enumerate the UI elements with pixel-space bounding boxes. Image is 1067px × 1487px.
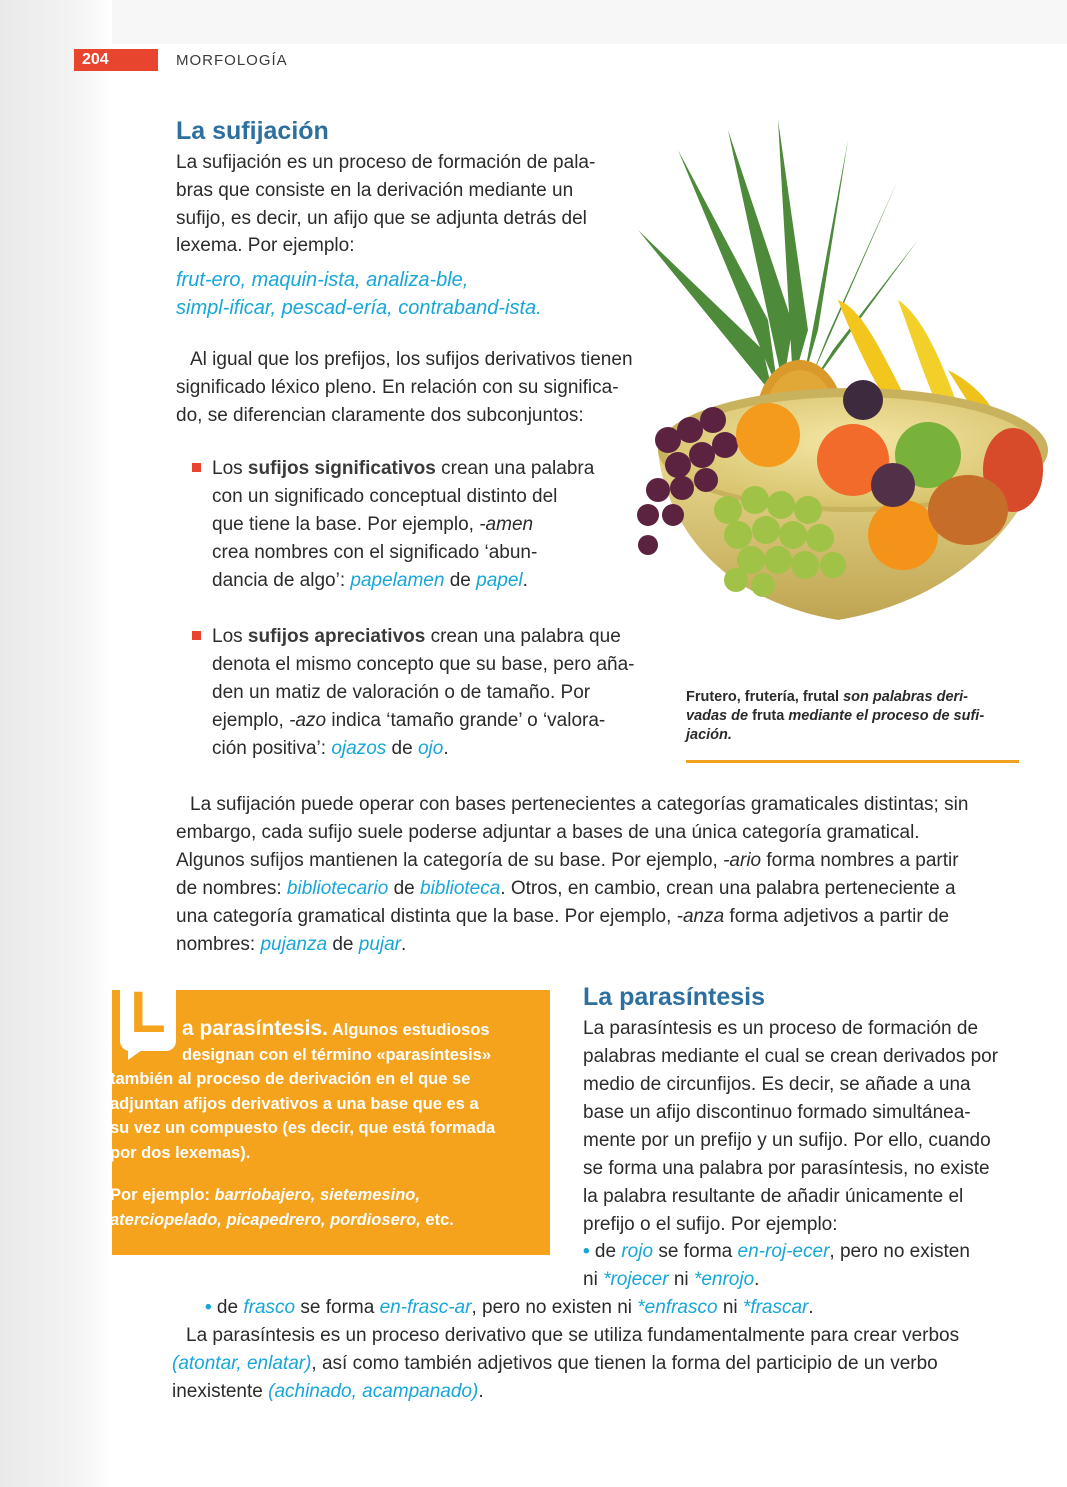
example-word: ojazos [331,738,387,759]
intro-line: bras que consiste en la derivación mediante un [176,180,574,201]
term-sufijos-significativos: sufijos significativos [247,458,436,479]
bullet-line: crea nombres con el significado ‘abun- [212,542,538,563]
note-box-text: a parasíntesis. Algunos estudiosos designan con el término «parasíntesis» también al proceso de derivación en el que se adjuntan afijos derivativos a una base que es a su vez un compuesto (es decir, que está formada por dos lexemas). [110,1017,496,1162]
para2-line: significado léxico pleno. En relación con su significa- [176,377,619,398]
fruit-bowl-image [618,120,1067,660]
bullet-square-icon [192,631,201,640]
caption-rule [686,760,1019,763]
page-top-strip [0,0,1067,44]
para3-line: una categoría gramatical distinta que la base. Por ejemplo, -anza forma adjetivos a partir de [176,906,950,927]
fruit-bowl-illustration [618,120,1067,660]
note-box-examples: Por ejemplo: barriobajero, sietemesino, aterciopelado, picapedrero, pordiosero, etc. [110,1186,454,1229]
image-caption: Frutero, frutería, frutal son palabras deri- vadas de fruta mediante el proceso de sufi- jación. [686,689,985,743]
para3-line: embargo, cada sufijo suele poderse adjuntar a bases de una única categoría gramatical. [176,822,920,843]
bullet-line: que tiene la base. Por ejemplo, -amen [212,514,534,535]
para2-line: do, se diferencian claramente dos subconjuntos: [176,405,584,426]
bullet-line: Los sufijos apreciativos crean una palabra que [212,626,621,647]
example-word: papelamen [350,570,445,591]
para3-line: nombres: pujanza de pujar. [176,934,407,955]
parasintesis-line: mente por un prefijo y un sufijo. Por ello, cuando [583,1130,991,1151]
bullet-square-icon [192,463,201,472]
bullet-line: ejemplo, -azo indica ‘tamaño grande’ o ‘valora- [212,710,606,731]
term-sufijos-apreciativos: sufijos apreciativos [247,626,426,647]
parasintesis-final-line: La parasíntesis es un proceso derivativo que se utiliza fundamentalmente para crear verbos [186,1325,960,1346]
parasintesis-line: prefijo o el sufijo. Por ejemplo: [583,1214,838,1235]
parasintesis-line: medio de circunfijos. Es decir, se añade a una [583,1074,971,1095]
bullet-line: den un matiz de valoración o de tamaño. Por [212,682,591,703]
bullet-line: con un significado conceptual distinto del [212,486,558,507]
parasintesis-example-1: • de rojo se forma en-roj-ecer, pero no existen [583,1241,970,1262]
parasintesis-line: la palabra resultante de añadir únicamente el [583,1186,964,1207]
parasintesis-example-1-cont: ni *rojecer ni *enrojo. [583,1269,760,1290]
running-head: MORFOLOGÍA [176,52,288,69]
section-title-sufijacion: La sufijación [176,117,329,145]
page-gutter-shade [0,0,112,1487]
bullet-line: ción positiva’: ojazos de ojo. [212,738,449,759]
examples-line: frut-ero, maquin-ista, analiza-ble, [176,269,469,291]
parasintesis-line: palabras mediante el cual se crean derivados por [583,1046,999,1067]
parasintesis-line: se forma una palabra por parasíntesis, no existe [583,1158,990,1179]
example-word: papel [476,570,523,591]
dropcap-badge: L [120,977,176,1051]
parasintesis-line: base un afijo discontinuo formado simultánea- [583,1102,971,1123]
intro-line: sufijo, es decir, un afijo que se adjunta detrás del [176,208,587,229]
examples-line: simpl-ificar, pescad-ería, contraband-ista. [176,297,542,319]
para3-line: Algunos sufijos mantienen la categoría de su base. Por ejemplo, -ario forma nombres a partir [176,850,959,871]
parasintesis-example-2: • de frasco se forma en-frasc-ar, pero no existen ni *enfrasco ni *frascar. [205,1297,814,1318]
parasintesis-final-line: (atontar, enlatar), así como también adjetivos que tienen la forma del participio de un verbo [172,1353,938,1374]
intro-line: lexema. Por ejemplo: [176,235,355,256]
parasintesis-final-line: inexistente (achinado, acampanado). [172,1381,484,1402]
parasintesis-line: La parasíntesis es un proceso de formación de [583,1018,979,1039]
bullet-line: dancia de algo’: papelamen de papel. [212,570,528,591]
suffix-examples [176,266,542,322]
example-word: ojo [417,738,444,759]
page-number: 204 [74,49,158,71]
suffix-amen: -amen [479,514,534,535]
intro-line: La sufijación es un proceso de formación de pala- [176,152,596,173]
para3-line: La sufijación puede operar con bases pertenecientes a categorías gramaticales distintas; sin [190,794,969,815]
suffix-azo: -azo [289,710,327,731]
bullet-line: Los sufijos significativos crean una palabra [212,458,595,479]
bullet-line: denota el mismo concepto que su base, pero aña- [212,654,635,675]
para3-line: de nombres: bibliotecario de biblioteca. Otros, en cambio, crean una palabra perteneciente a [176,878,956,899]
section-title-parasintesis: La parasíntesis [583,983,766,1011]
para2-line: Al igual que los prefijos, los sufijos derivativos tienen [190,349,633,370]
